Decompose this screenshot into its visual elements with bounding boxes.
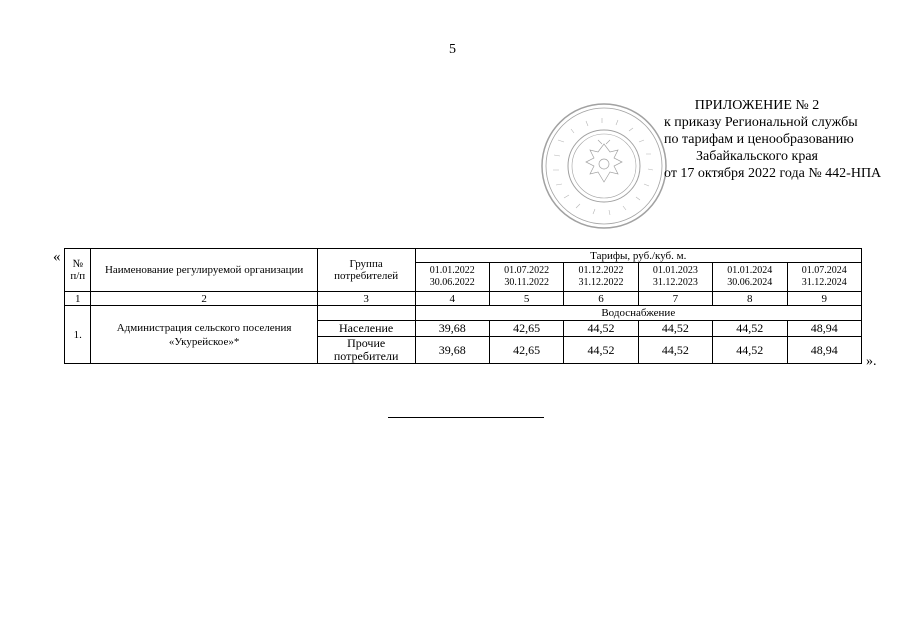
- column-number: 7: [638, 292, 712, 306]
- page-number: 5: [449, 42, 456, 57]
- period-2: 01.07.2022 30.11.2022: [489, 263, 563, 292]
- header-organization: Наименование регулируемой организации: [91, 249, 317, 292]
- column-number: 2: [91, 292, 317, 306]
- appendix-line-2: по тарифам и ценообразованию: [664, 132, 854, 147]
- column-number: 3: [317, 292, 415, 306]
- header-num: № п/п: [65, 249, 91, 292]
- tariff-value: 44,52: [564, 321, 638, 337]
- period-6: 01.07.2024 31.12.2024: [787, 263, 862, 292]
- tariff-value: 44,52: [713, 321, 787, 337]
- tariff-value: 44,52: [638, 321, 712, 337]
- column-number: 4: [415, 292, 489, 306]
- consumer-group: Прочие потребители: [317, 337, 415, 364]
- column-number: 6: [564, 292, 638, 306]
- tariff-value: 44,52: [564, 337, 638, 364]
- appendix-title: ПРИЛОЖЕНИЕ № 2: [694, 98, 820, 113]
- section-spacer: [317, 306, 415, 321]
- tariff-value: 44,52: [638, 337, 712, 364]
- column-numbers-row: [65, 292, 862, 306]
- tariff-value: 39,68: [415, 337, 489, 364]
- tariff-value: 42,65: [489, 321, 563, 337]
- tariff-value: 48,94: [787, 337, 862, 364]
- appendix-line-3: Забайкальского края: [695, 149, 818, 164]
- opening-quote: «: [53, 249, 61, 265]
- column-number: 1: [65, 292, 91, 306]
- header-tariffs: Тарифы, руб./куб. м.: [415, 249, 861, 263]
- header-group: Группа потребителей: [317, 249, 415, 292]
- period-5: 01.01.2024 30.06.2024: [713, 263, 787, 292]
- separator-line: [388, 417, 544, 418]
- column-number: 8: [713, 292, 787, 306]
- appendix-line-1: к приказу Региональной службы: [664, 115, 858, 130]
- tariff-value: 39,68: [415, 321, 489, 337]
- period-4: 01.01.2023 31.12.2023: [638, 263, 712, 292]
- appendix-header: [600, 97, 882, 182]
- period-1: 01.01.2022 30.06.2022: [415, 263, 489, 292]
- tariff-table: [64, 248, 862, 364]
- section-title: Водоснабжение: [415, 306, 861, 321]
- row-number: 1.: [65, 306, 91, 364]
- tariff-value: 48,94: [787, 321, 862, 337]
- tariff-value: 42,65: [489, 337, 563, 364]
- column-number: 9: [787, 292, 862, 306]
- closing-quote: ».: [866, 354, 877, 369]
- period-3: 01.12.2022 31.12.2022: [564, 263, 638, 292]
- column-number: 5: [489, 292, 563, 306]
- appendix-line-4: от 17 октября 2022 года № 442-НПА: [664, 166, 882, 181]
- organization-name: Администрация сельского поселения «Укурейское»*: [91, 306, 317, 364]
- tariff-value: 44,52: [713, 337, 787, 364]
- consumer-group: Население: [317, 321, 415, 337]
